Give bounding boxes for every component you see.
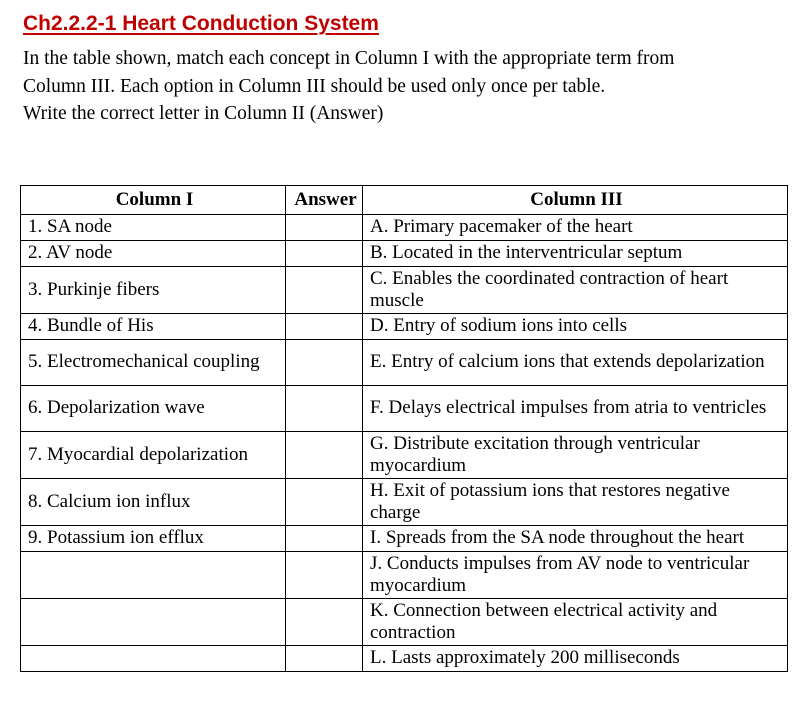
- option-cell: D. Entry of sodium ions into cells: [363, 313, 788, 339]
- answer-cell[interactable]: [286, 598, 363, 645]
- intro-line-2: Column III. Each option in Column III should be used only once per table.: [23, 75, 606, 97]
- option-cell: J. Conducts impulses from AV node to ventricular myocardium: [363, 551, 788, 598]
- concept-cell: [21, 645, 286, 671]
- answer-cell[interactable]: [286, 525, 363, 551]
- column1-header: Column I: [21, 185, 286, 214]
- concept-cell: 8. Calcium ion influx: [21, 478, 286, 525]
- table-row: [21, 598, 788, 645]
- concept-cell: 1. SA node: [21, 214, 286, 240]
- option-cell: E. Entry of calcium ions that extends depolarization: [363, 339, 788, 385]
- concept-cell: 2. AV node: [21, 240, 286, 266]
- answer-header: Answer: [286, 185, 363, 214]
- table-row: [21, 478, 788, 525]
- option-cell: C. Enables the coordinated contraction of heart muscle: [363, 266, 788, 313]
- column3-header: Column III: [363, 185, 788, 214]
- page-title: Ch2.2.2-1 Heart Conduction System: [23, 12, 379, 35]
- option-cell: K. Connection between electrical activity and contraction: [363, 598, 788, 645]
- answer-cell[interactable]: [286, 214, 363, 240]
- answer-cell[interactable]: [286, 431, 363, 478]
- table-row: [21, 214, 788, 240]
- table-row: [21, 266, 788, 313]
- intro-paragraph: [23, 45, 790, 128]
- option-cell: G. Distribute excitation through ventricular myocardium: [363, 431, 788, 478]
- concept-cell: 4. Bundle of His: [21, 313, 286, 339]
- answer-cell[interactable]: [286, 478, 363, 525]
- answer-cell[interactable]: [286, 266, 363, 313]
- concept-cell: [21, 551, 286, 598]
- option-cell: I. Spreads from the SA node throughout the heart: [363, 525, 788, 551]
- table-row: [21, 385, 788, 431]
- table-row: [21, 240, 788, 266]
- answer-cell[interactable]: [286, 240, 363, 266]
- option-cell: A. Primary pacemaker of the heart: [363, 214, 788, 240]
- intro-line-3: Write the correct letter in Column II (Answer): [23, 103, 384, 124]
- answer-cell[interactable]: [286, 551, 363, 598]
- concept-cell: [21, 598, 286, 645]
- table-header-row: [21, 185, 788, 214]
- option-cell: H. Exit of potassium ions that restores negative charge: [363, 478, 788, 525]
- concept-cell: 3. Purkinje fibers: [21, 266, 286, 313]
- intro-line-1: In the table shown, match each concept in Column I with the appropriate term from: [23, 48, 675, 69]
- table-row: [21, 339, 788, 385]
- answer-cell[interactable]: [286, 313, 363, 339]
- option-cell: F. Delays electrical impulses from atria to ventricles: [363, 385, 788, 431]
- concept-cell: 9. Potassium ion efflux: [21, 525, 286, 551]
- table-row: [21, 525, 788, 551]
- answer-cell[interactable]: [286, 339, 363, 385]
- option-cell: L. Lasts approximately 200 milliseconds: [363, 645, 788, 671]
- table-row: [21, 551, 788, 598]
- concept-cell: 7. Myocardial depolarization: [21, 431, 286, 478]
- answer-cell[interactable]: [286, 645, 363, 671]
- table-row: [21, 645, 788, 671]
- option-cell: B. Located in the interventricular septum: [363, 240, 788, 266]
- concept-cell: 5. Electromechanical coupling: [21, 339, 286, 385]
- answer-cell[interactable]: [286, 385, 363, 431]
- table-row: [21, 431, 788, 478]
- concept-cell: 6. Depolarization wave: [21, 385, 286, 431]
- table-row: [21, 313, 788, 339]
- matching-table: [20, 185, 788, 672]
